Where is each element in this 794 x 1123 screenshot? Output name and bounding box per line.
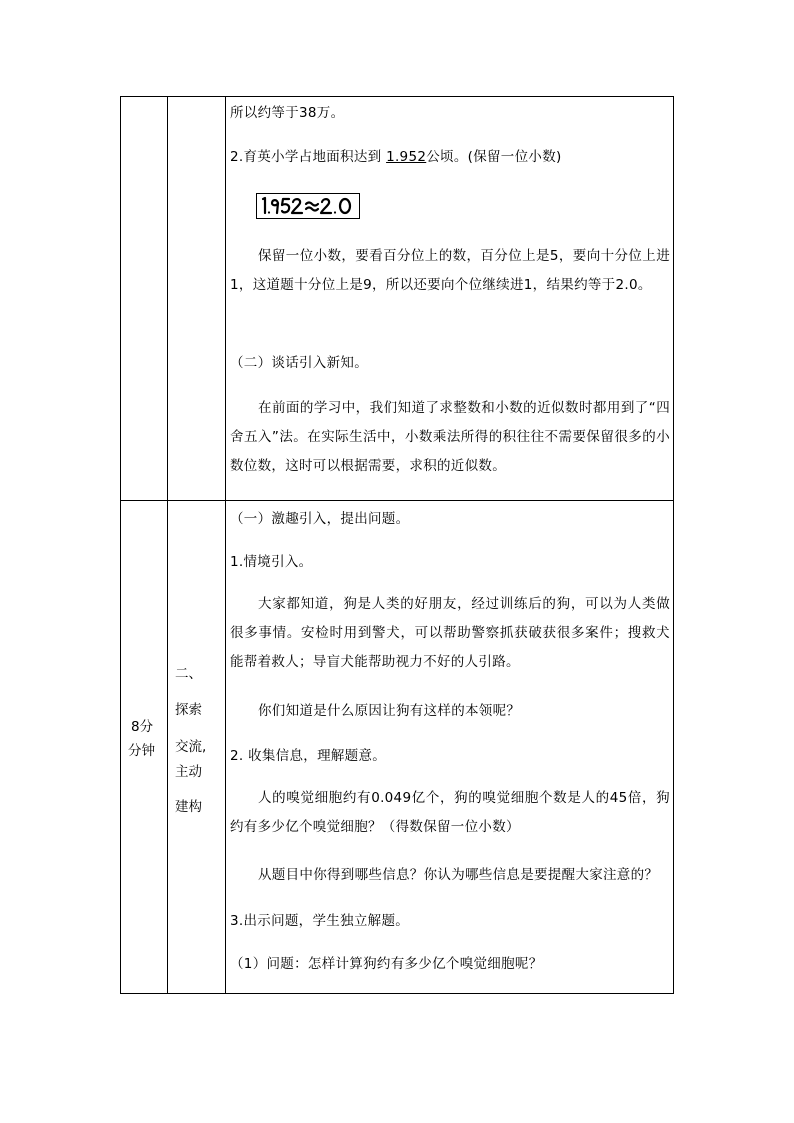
- conclusion-line: 所以约等于38万。: [230, 105, 345, 121]
- intro-paragraph: 在前面的学习中，我们知道了求整数和小数的近似数时都用到了“四舍五入”法。在实际生活中，小数乘法所得的积往往不需要保留很多的小数位数，这时可以根据需要，求积的近似数。: [230, 400, 670, 474]
- info-paragraph: 从题目中你得到哪些信息？你认为哪些信息是要提醒大家注意的？: [258, 867, 659, 883]
- stage-label-4: 主动: [175, 764, 202, 780]
- time-label-1: 8分: [131, 719, 154, 735]
- question-2: [230, 147, 562, 167]
- column-divider-stage: [225, 97, 226, 993]
- stage-label-2: 探索: [175, 702, 202, 718]
- question-2-prefix: 2.育英小学占地面积达到: [230, 149, 387, 165]
- explanation-paragraph: 保留一位小数，要看百分位上的数，百分位上是5，要向十分位上进1，这道题十分位上是9，所以还要向个位继续进1，结果约等于2.0。: [230, 248, 670, 293]
- sub-heading-2: （二）谈话引入新知。: [230, 355, 368, 371]
- row-divider: [121, 500, 673, 501]
- handwritten-answer-glyphs: [257, 194, 358, 217]
- heading-1: （一）激趣引入，提出问题。: [230, 511, 410, 527]
- column-divider-time: [167, 97, 168, 993]
- question-paragraph: 你们知道是什么原因让狗有这样的本领呢？: [258, 703, 521, 719]
- item-3: 3.出示问题，学生独立解题。: [230, 913, 410, 929]
- handwritten-answer-image: [256, 193, 360, 219]
- question-2-value: 1.952: [386, 149, 427, 165]
- situation-paragraph: 大家都知道，狗是人类的好朋友，经过训练后的狗，可以为人类做很多事情。安检时用到警犬，可以帮助警察抓获破获很多案件；搜救犬能帮着救人；导盲犬能帮助视力不好的人引路。: [230, 596, 670, 670]
- question-2-suffix: 公顷。(保留一位小数): [426, 149, 562, 165]
- lesson-table: [120, 96, 674, 994]
- item-2: 2. 收集信息，理解题意。: [230, 748, 387, 764]
- time-label-2: 分钟: [128, 743, 155, 759]
- item-1: 1.情境引入。: [230, 554, 313, 570]
- item-3-1: （1）问题：怎样计算狗约有多少亿个嗅觉细胞呢？: [230, 956, 543, 972]
- stage-label-3: 交流,: [175, 739, 207, 755]
- stage-label-1: 二、: [175, 666, 202, 682]
- stage-label-5: 建构: [175, 799, 202, 815]
- problem-paragraph: 人的嗅觉细胞约有0.049亿个，狗的嗅觉细胞个数是人的45倍，狗约有多少亿个嗅觉细胞？（得数保留一位小数）: [230, 790, 670, 835]
